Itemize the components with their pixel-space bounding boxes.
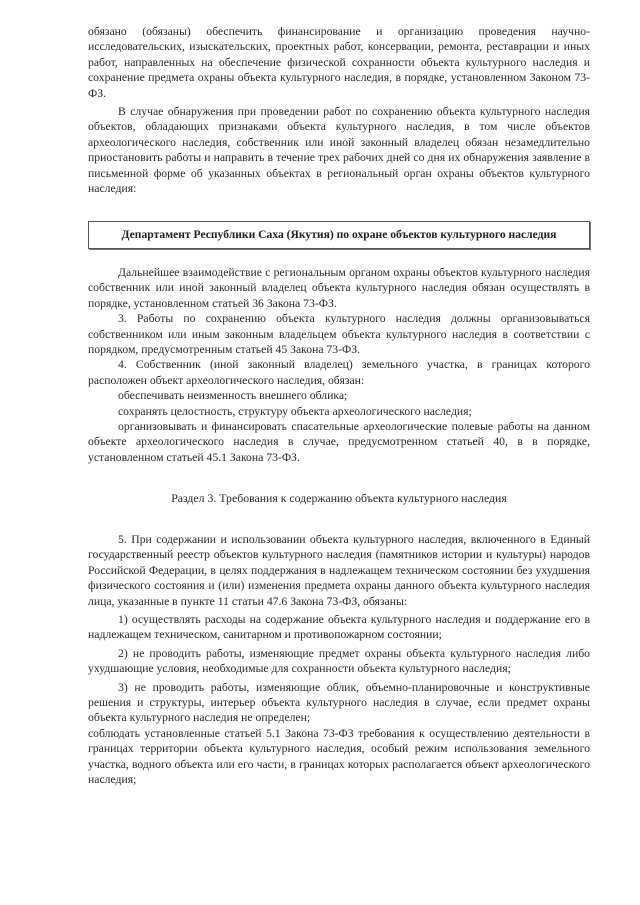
text-block-top: [88, 24, 590, 196]
item-5: 5. При содержании и использовании объекта культурного наследия, включенного в Единый государственный реестр объектов культурного наследия (памятников истории и культуры) народов Российской Федерации, в целях поддержания в надлежащем техническом состоянии без ухудшения физического состояния и (или) изменения предмета охраны данного объекта культурного наследия лица, указанные в пункте 11 статьи 47.6 Закона 73-ФЗ, обязаны:: [88, 533, 590, 608]
item-4: 4. Собственник (иной законный владелец) земельного участка, в границах которого расположен объект археологического наследия, обязан:: [88, 358, 590, 387]
text-block-section-3: [88, 532, 590, 788]
item-5-zone-requirements: соблюдать установленные статьей 5.1 Закона 73-ФЗ требования к осуществлению деятельности в границах территории объекта культурного наследия, особый режим использования земельного участка, водного объекта или его части, в границах которых располагается объект археологического наследия;: [88, 726, 590, 787]
item-4-appearance: обеспечивать неизменность внешнего облика;: [118, 389, 348, 403]
paragraph-financing-obligation: обязано (обязаны) обеспечить финансирование и организацию проведения научно-исследовательских, изыскательских, проектных работ, консервации, ремонта, реставрации и иных работ, направленных на обеспечение физической сохранности объекта культурного наследия и сохранение предмета охраны объекта культурного наследия, в порядке, установленном Законом 73-ФЗ.: [88, 25, 590, 100]
item-5-subitem-2: 2) не проводить работы, изменяющие предмет охраны объекта культурного наследия либо ухудшающие условия, необходимые для сохранности объекта культурного наследия;: [88, 646, 590, 676]
item-4-integrity: сохранять целостность, структуру объекта археологического наследия;: [118, 404, 472, 418]
paragraph-discovery-procedure: В случае обнаружения при проведении работ по сохранению объекта культурного наследия объектов, обладающих признаками объекта культурного наследия, в том числе объектов археологического наследия, собственник или иной законный владелец обязан незамедлительно приостановить работы и направить в течение трех рабочих дней со дня их обнаружения заявление в письменной форме об указанных объектах в региональный орган охраны объектов культурного наследия:: [88, 105, 590, 196]
item-5-subitem-1: 1) осуществлять расходы на содержание объекта культурного наследия и поддержание его в надлежащем техническом, санитарном и противопожарном состоянии;: [88, 613, 590, 642]
item-4-rescue-works: организовывать и финансировать спасательные археологические полевые работы на данном объекте археологического наследия в случае, предусмотренном статьей 40, в в порядке, установленном статьей 45.1 Закона 73-ФЗ.: [88, 420, 590, 464]
item-5-subitem-3: 3) не проводить работы, изменяющие облик, объемно-планировочные и конструктивные решения и структуры, интерьер объекта культурного наследия в случае, если предмет охраны объекта культурного наследия не определен;: [88, 680, 590, 725]
section-3-title: Раздел 3. Требования к содержанию объекта культурного наследия: [171, 491, 507, 505]
paragraph-further-interaction: Дальнейшее взаимодействие с региональным органом охраны объектов культурного наследия собственник или иной законный владелец объекта культурного наследия обязан осуществлять в порядке, установленном статьей 36 Закона 73-ФЗ.: [88, 266, 590, 310]
text-block-middle: [88, 265, 590, 465]
authority-name-box: Департамент Республики Саха (Якутия) по охране объектов культурного наследия: [88, 221, 590, 249]
item-3: 3. Работы по сохранению объекта культурного наследия должны организовываться собственником или иным законным владельцем объекта культурного наследия в соответствии с порядком, предусмотренным статьей 45 Закона 73-ФЗ.: [88, 312, 590, 357]
